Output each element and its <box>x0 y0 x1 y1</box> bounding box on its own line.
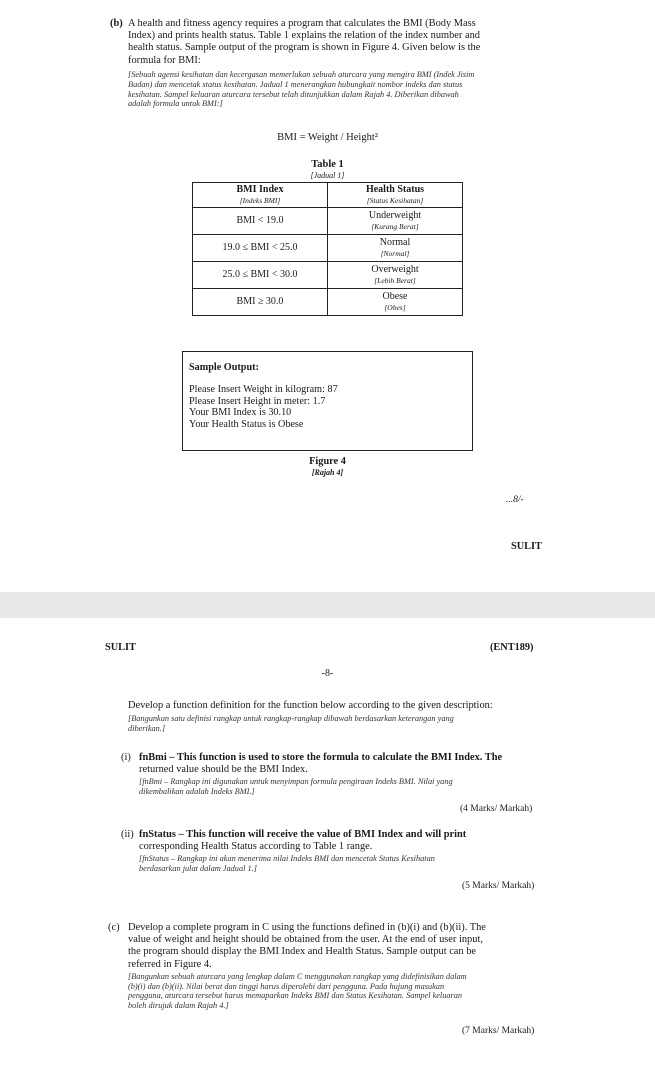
question-ii <box>139 829 559 874</box>
question-b-ms-line: adalah formula untuk BMI:] <box>128 99 223 109</box>
table-cell-index: 19.0 ≤ BMI < 25.0 <box>193 235 328 262</box>
question-b-line: A health and fitness agency requires a program that calculates the BMI (Body Mass <box>128 18 476 29</box>
table-row <box>193 235 463 262</box>
sample-output-title: Sample Output: <box>189 362 259 373</box>
question-b-line: health status. Sample output of the program is shown in Figure 4. Given below is the <box>128 42 481 54</box>
question-b-line: formula for BMI: <box>128 54 201 66</box>
question-i-ms-line: [fnBmi – Rangkap ini digunakan untuk menyimpan formula pengiraan Indeks BMI. Nilai yang <box>139 777 453 787</box>
question-i-ms-line: dikembalikan adalah Indeks BMI.] <box>139 787 255 797</box>
intro-section <box>128 700 568 734</box>
sample-output-line: Your Health Status is Obese <box>189 418 304 430</box>
sample-output-line: Please Insert Height in meter: 1.7 <box>189 395 326 407</box>
question-c-label: (c) <box>108 922 120 933</box>
question-b-line: Index) and prints health status. Table 1 explains the relation of the index number and <box>128 30 480 42</box>
question-c-ms-line: (b)(i) dan (b)(ii). Nilai berat dan tinggi harus diperolehi dari pengguna. Pada hujung masukan <box>128 981 445 991</box>
table-cell-index: BMI ≥ 30.0 <box>193 289 328 316</box>
bmi-formula: BMI = Weight / Height² <box>277 132 378 143</box>
question-b-ms-line: kesihatan. Sampel keluaran aturcara tersebut telah ditunjukkan dalam Rajah 4. Diberikan dibawah <box>128 89 459 99</box>
question-ii-ms-line: berdasarkan julat dalam Jadual 1.] <box>139 864 257 874</box>
table-cell-status: Normal [Normal] <box>328 235 463 262</box>
header-sulit: SULIT <box>105 642 136 653</box>
intro-ms-line: [Bangunkan satu definisi rangkap untuk rangkap-rangkap dibawah berdasarkan keterangan yang <box>128 714 454 724</box>
question-b-malay <box>128 70 568 109</box>
question-ii-label: (ii) <box>121 829 134 840</box>
table-cell-index: BMI < 19.0 <box>193 208 328 235</box>
question-c-line: Develop a complete program in C using the functions defined in (b)(i) and (b)(ii). The <box>128 922 486 933</box>
question-i-line: returned value should be the BMI Index. <box>139 764 308 776</box>
question-c-marks: (7 Marks/ Markah) <box>462 1026 535 1036</box>
question-i-marks: (4 Marks/ Markah) <box>460 804 533 814</box>
question-ii-ms-line: [fnStatus – Rangkap ini akan menerima nilai Indeks BMI dan mencetak Status Kesihatan <box>139 854 435 864</box>
question-i-label: (i) <box>121 752 131 763</box>
question-b-ms-line: [Sebuah agensi kesihatan dan kecergasan memerlukan sebuah aturcara yang mengira BMI (Indek Jisim <box>128 70 475 79</box>
table-header-row <box>193 183 463 208</box>
sample-output-line: Please Insert Weight in kilogram: 87 <box>189 384 338 396</box>
table-cell-status: Underweight [Kurang Berat] <box>328 208 463 235</box>
question-c-ms-line: pengguna, aturcara tersebut harus memaparkan Indeks BMI dan Status Kesihatan. Sampel keluaran <box>128 991 463 1001</box>
intro-english: Develop a function definition for the function below according to the given description: <box>128 700 493 711</box>
table-header-health-status: Health Status [Status Kesihatan] <box>328 183 463 208</box>
question-c-ms-line: [Bangunkan sebuah aturcara yang lengkap dalam C menggunakan rangkap yang didefinisikan dalam <box>128 971 467 981</box>
table-cell-status: Obese [Obes] <box>328 289 463 316</box>
continued-marker: ...8/- <box>506 495 524 505</box>
course-code: (ENT189) <box>490 642 534 653</box>
table-row <box>193 289 463 316</box>
question-ii-marks: (5 Marks/ Markah) <box>462 881 535 891</box>
question-c-ms-line: boleh dirujuk dalam Rajah 4.] <box>128 1001 229 1011</box>
intro-ms-line: diberikan.] <box>128 724 166 733</box>
question-ii-line: corresponding Health Status according to Table 1 range. <box>139 841 373 853</box>
question-b-label: (b) <box>110 18 123 29</box>
bmi-table <box>192 182 463 316</box>
sample-output-box <box>182 351 473 451</box>
sample-output-line: Your BMI Index is 30.10 <box>189 407 292 419</box>
exam-page-8 <box>0 618 655 1080</box>
table-title: Table 1 <box>311 159 344 170</box>
figure-label-ms: [Rajah 4] <box>311 468 344 477</box>
question-b-ms-line: Badan) dan mencetak status kesihatan. Jadual 1 menerangkan hubungkait nombor indeks dan status <box>128 79 463 89</box>
question-c-line: value of weight and height should be obtained from the user. At the end of user input, <box>128 934 483 946</box>
question-ii-line: fnStatus – This function will receive the value of BMI Index and will print <box>139 829 467 840</box>
table-row <box>193 262 463 289</box>
table-row <box>193 208 463 235</box>
page-number: -8- <box>321 668 334 679</box>
table-header-bmi-index: BMI Index [Indeks BMI] <box>193 183 328 208</box>
question-i-line: fnBmi – This function is used to store the formula to calculate the BMI Index. The <box>139 752 503 763</box>
table-cell-index: 25.0 ≤ BMI < 30.0 <box>193 262 328 289</box>
question-i <box>139 752 559 797</box>
question-c <box>128 922 568 1011</box>
table-title-ms: [Jadual 1] <box>310 171 345 180</box>
footer-sulit: SULIT <box>511 541 542 552</box>
table-cell-status: Overweight [Lebih Berat] <box>328 262 463 289</box>
figure-label: Figure 4 <box>309 456 346 467</box>
question-c-line: the program should display the BMI Index and Health Status. Sample output can be <box>128 946 477 958</box>
question-b-english <box>128 18 556 67</box>
question-c-line: referred in Figure 4. <box>128 958 212 970</box>
